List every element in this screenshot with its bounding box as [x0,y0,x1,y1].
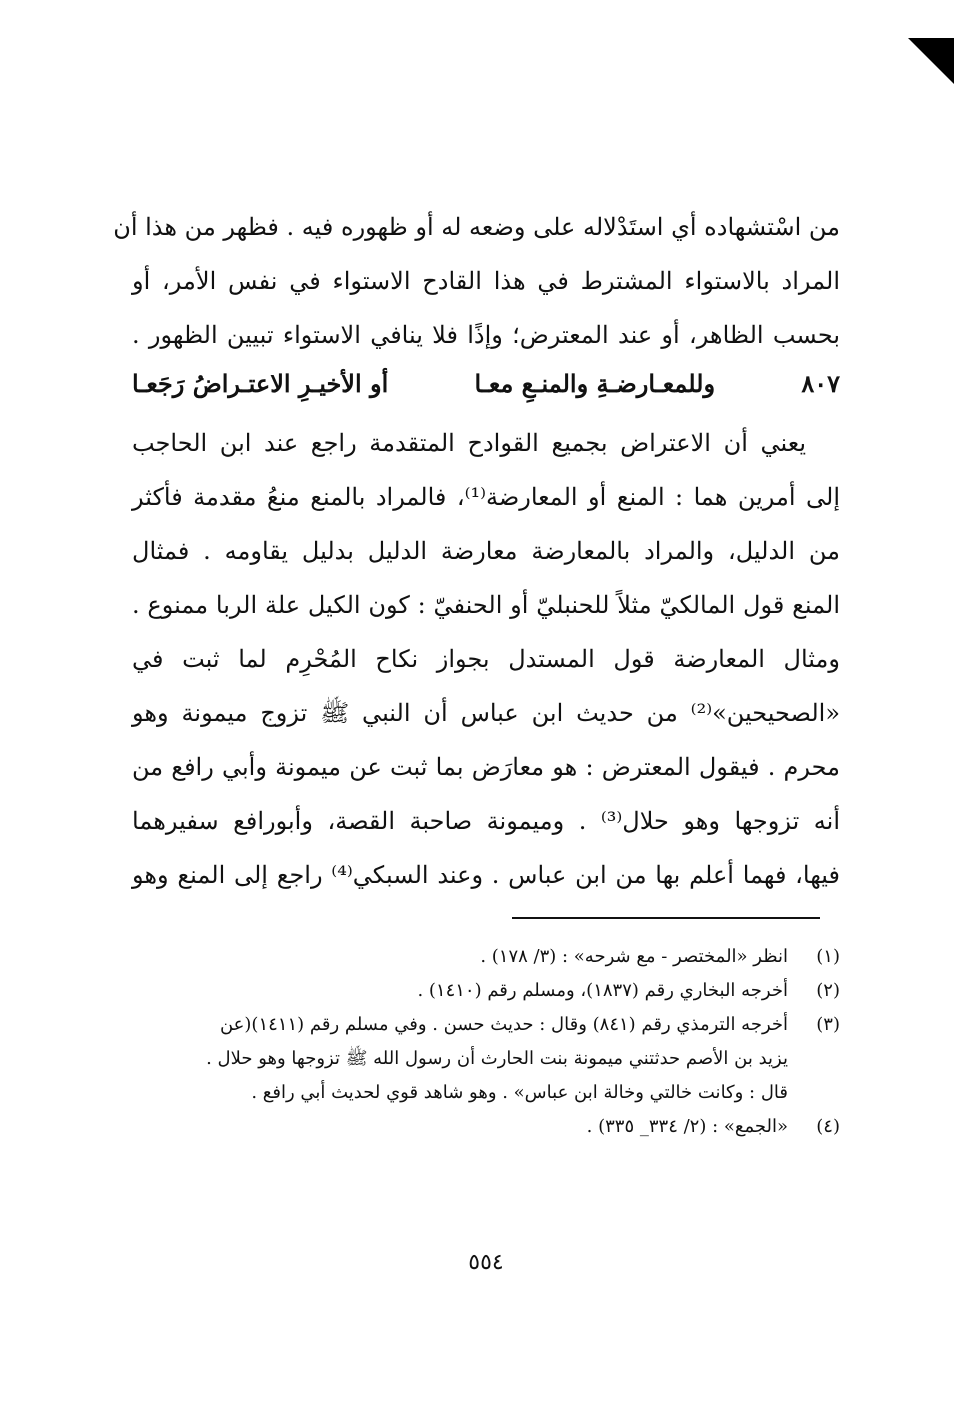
verse-first-hemistich: وللمعـارضـةِ والمنـعِ معـا [474,369,716,398]
text-line: ومثال المعارضة قول المستدل بجواز نكاح المُحْرِم لما ثبت في [132,645,840,673]
text-line: المراد بالاستواء المشترط في هذا القادح الاستواء في نفس الأمر، أو [132,267,840,295]
footnotes [80,940,840,1144]
footnote-text: أخرجه البخاري رقم (١٨٣٧)، ومسلم رقم (١٤١٠) . [417,980,788,1001]
text-line: من اسْتشهاده أي استَدْلاله على وضعه له أو ظهوره فيه . فظهر من هذا أن [113,213,840,241]
verse-line [132,362,840,406]
footnote-number: (٤) [816,1116,840,1137]
verse-number: ٨٠٧ [801,369,840,398]
main-text [113,200,840,902]
footnote-number: (٢) [816,980,840,1001]
footnote-text: انظر «المختصر - مع شرحه» : (٣/ ١٧٨) . [480,946,788,967]
text-line: من الدليل، والمراد بالمعارضة معارضة الدليل بدليل يقاومه . فمثال [132,537,840,565]
footnote-3 [80,1008,840,1110]
footnote-text: «الجمع» : (٢/ ٣٣٤_ ٣٣٥) . [586,1116,788,1137]
text-line: المنع قول المالكيّ مثلاً للحنبليّ أو الحنفيّ : كون الكيل علة الربا ممنوع . [132,591,840,619]
corner-tab-marker [908,38,954,84]
footnote-4 [80,1110,840,1144]
page-number: ٥٥٤ [468,1250,504,1275]
footnote-number: (١) [816,946,840,967]
footnote-1 [80,940,840,974]
text-line: يعني أن الاعتراض بجميع القوادح المتقدمة راجع عند ابن الحاجب [132,429,806,457]
text-line: فيها، فهما أعلم بها من ابن عباس . وعند السبكي⁽⁴⁾ راجع إلى المنع وهو [132,861,840,889]
footnote-separator [512,917,820,919]
footnote-text: أخرجه الترمذي رقم (٨٤١) وقال : حديث حسن . وفي مسلم رقم (١٤١١)(عن [219,1014,788,1035]
text-line: أنه تزوجها وهو حلال⁽³⁾ . وميمونة صاحبة القصة، وأبورافع سفيرهما [132,807,840,835]
text-line: «الصحيحين»⁽²⁾ من حديث ابن عباس أن النبي ﷺ تزوج ميمونة وهو [132,699,840,727]
verse-second-hemistich: أو الأخيـرِ الاعتـراضُ رَجَعـا [132,369,389,398]
text-line: محرم . فيقول المعترض : هو معارَض بما ثبت عن ميمونة وأبي رافع من [132,753,840,781]
text-line: إلى أمرين هما : المنع أو المعارضة⁽¹⁾، فالمراد بالمنع منعُ مقدمة فأكثر [132,483,840,511]
footnote-text: قال : وكانت خالتي وخالة ابن عباس» . وهو شاهد قوي لحديث أبي رافع . [251,1082,788,1103]
footnote-number: (٣) [816,1014,840,1035]
footnote-text: يزيد بن الأصم حدثتني ميمونة بنت الحارث أن رسول الله ﷺ تزوجها وهو حلال . [206,1048,788,1069]
footnote-2 [80,974,840,1008]
text-line: بحسب الظاهر، أو عند المعترض؛ وإذًا فلا ينافي الاستواء تبيين الظهور . [132,321,840,349]
